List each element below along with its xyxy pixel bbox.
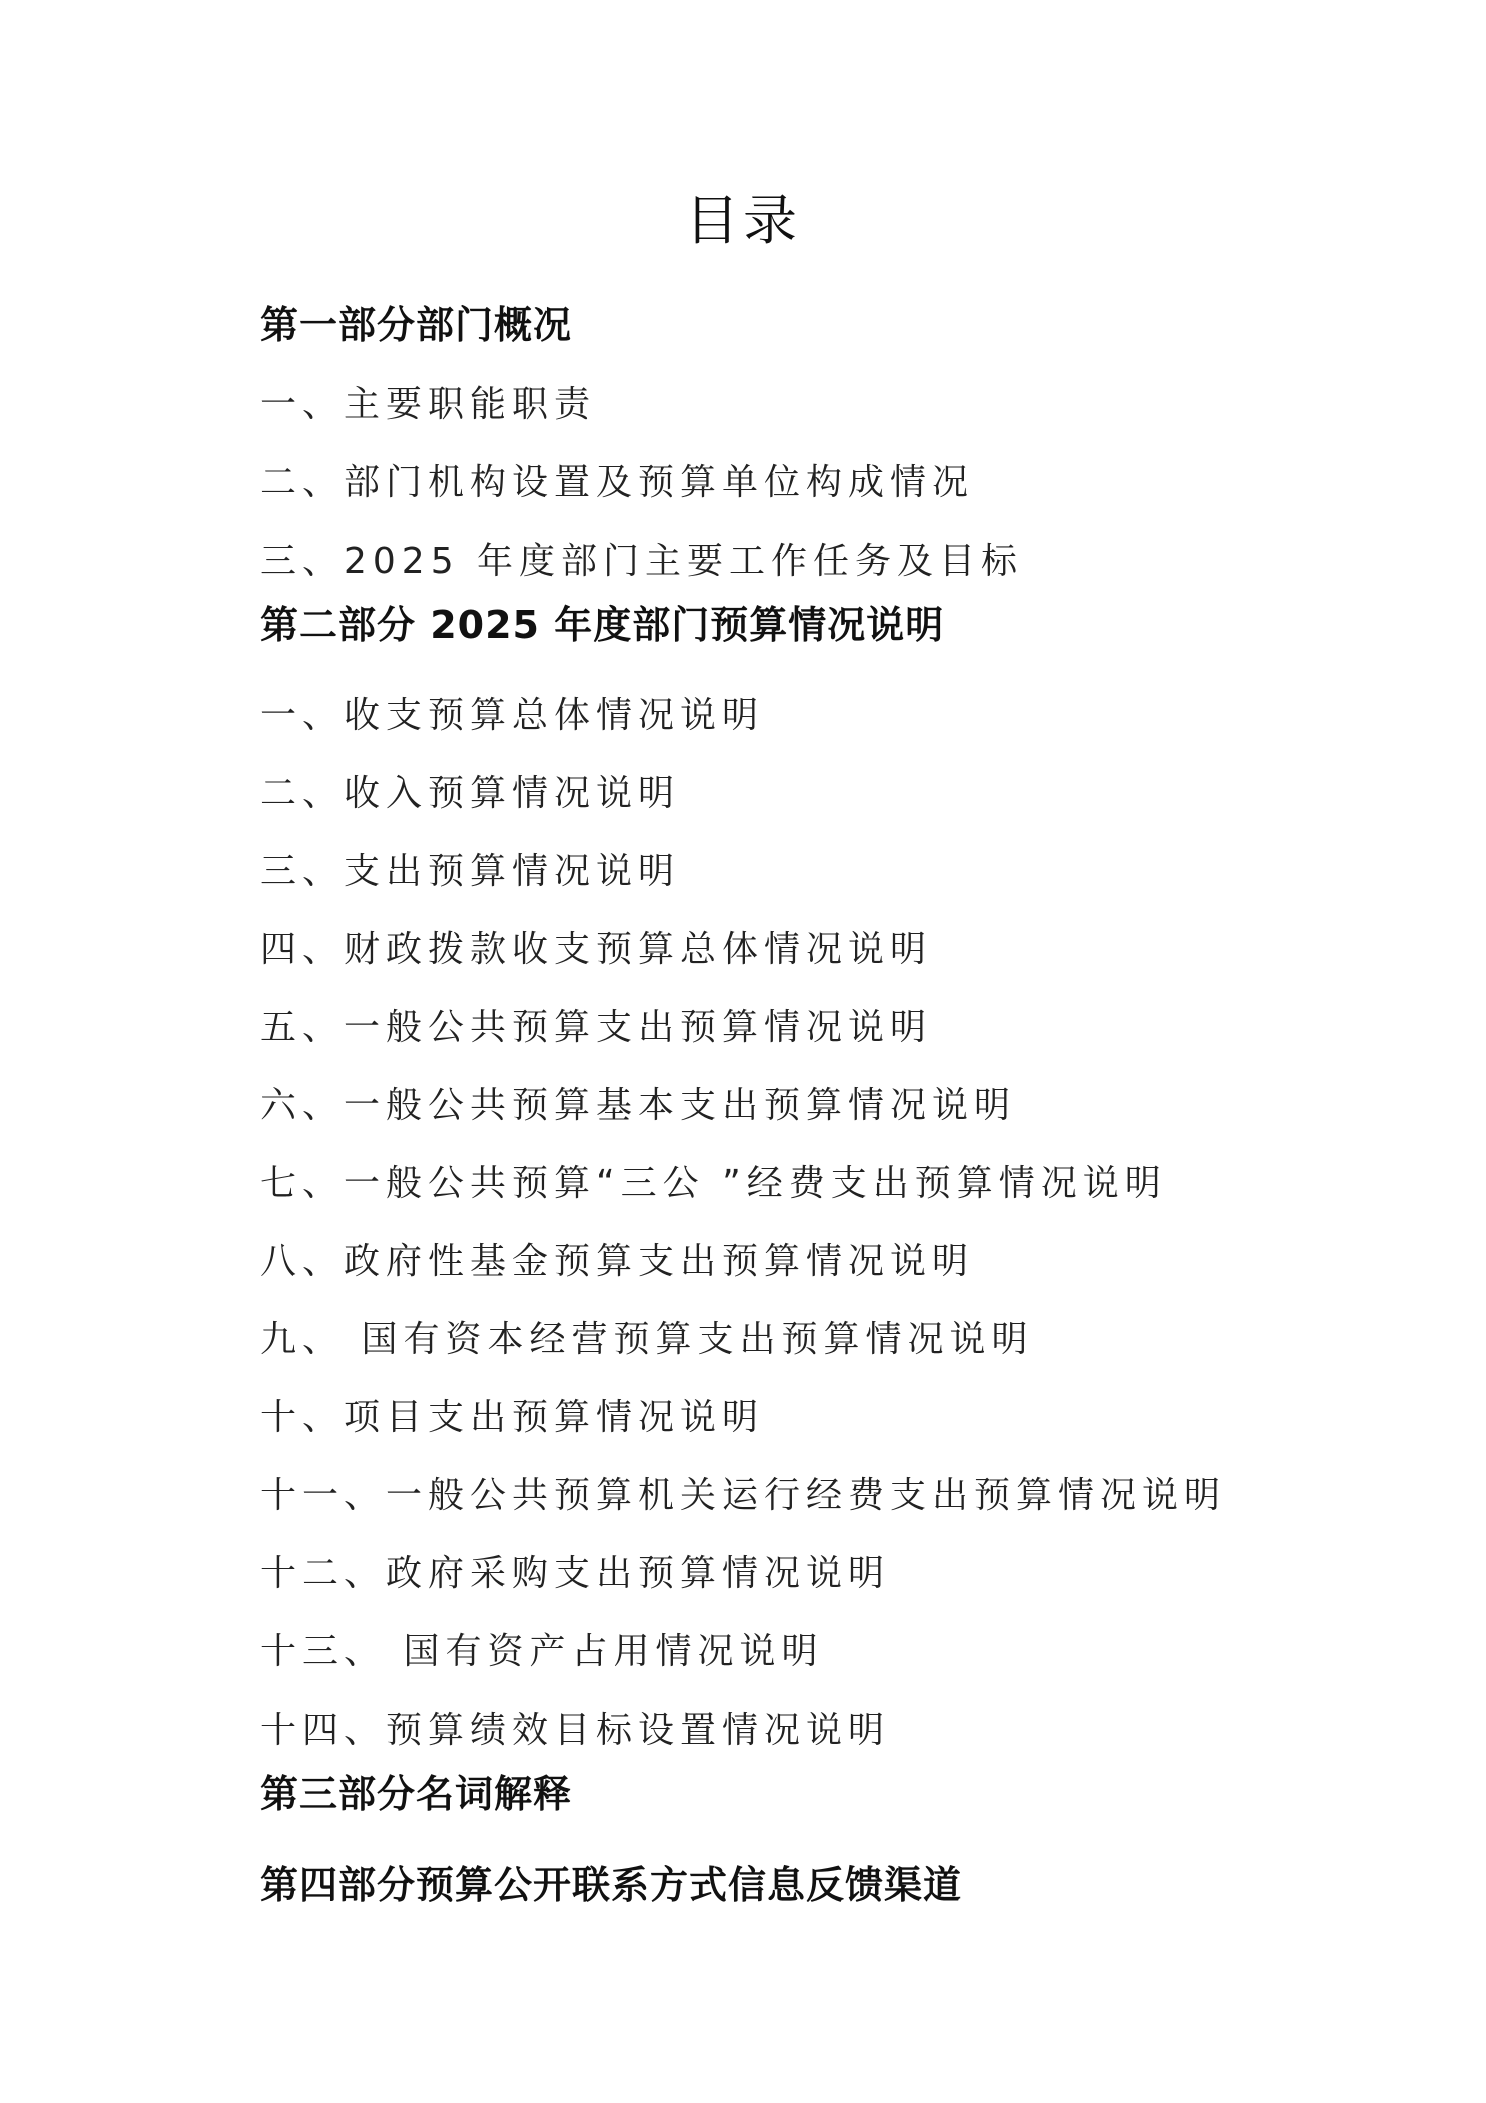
toc-part4-heading[interactable]: 第四部分预算公开联系方式信息反馈渠道 [260,1863,963,1907]
toc-part2-item-10[interactable]: 十、项目支出预算情况说明 [260,1397,765,1438]
toc-part2-item-6[interactable]: 六、一般公共预算基本支出预算情况说明 [260,1085,1017,1126]
toc-part2-item-12[interactable]: 十二、政府采购支出预算情况说明 [260,1553,891,1594]
toc-part2-item-3[interactable]: 三、支出预算情况说明 [260,851,681,892]
toc-part1-item-2[interactable]: 二、部门机构设置及预算单位构成情况 [260,462,975,503]
toc-part2-heading[interactable]: 第二部分 2025 年度部门预算情况说明 [260,603,945,647]
toc-part1-item-1[interactable]: 一、主要职能职责 [260,384,597,425]
toc-part2-item-4[interactable]: 四、财政拨款收支预算总体情况说明 [260,929,933,970]
toc-part2-item-8[interactable]: 八、政府性基金预算支出预算情况说明 [260,1241,975,1282]
toc-part3-heading[interactable]: 第三部分名词解释 [260,1772,573,1816]
toc-part2-item-1[interactable]: 一、收支预算总体情况说明 [260,695,765,736]
toc-part2-item-13[interactable]: 十三、 国有资产占用情况说明 [260,1631,824,1672]
toc-part2-item-5[interactable]: 五、一般公共预算支出预算情况说明 [260,1007,933,1048]
toc-part1-item-3[interactable]: 三、2025 年度部门主要工作任务及目标 [260,541,1024,582]
toc-part2-item-14[interactable]: 十四、预算绩效目标设置情况说明 [260,1710,891,1751]
toc-part2-item-9[interactable]: 九、 国有资本经营预算支出预算情况说明 [260,1319,1034,1360]
toc-part2-item-11[interactable]: 十一、一般公共预算机关运行经费支出预算情况说明 [260,1475,1227,1516]
toc-part1-heading[interactable]: 第一部分部门概况 [260,303,573,347]
page-title: 目录 [685,189,801,252]
toc-part2-item-2[interactable]: 二、收入预算情况说明 [260,773,681,814]
toc-part2-item-7[interactable]: 七、一般公共预算“三公 ”经费支出预算情况说明 [260,1163,1167,1204]
